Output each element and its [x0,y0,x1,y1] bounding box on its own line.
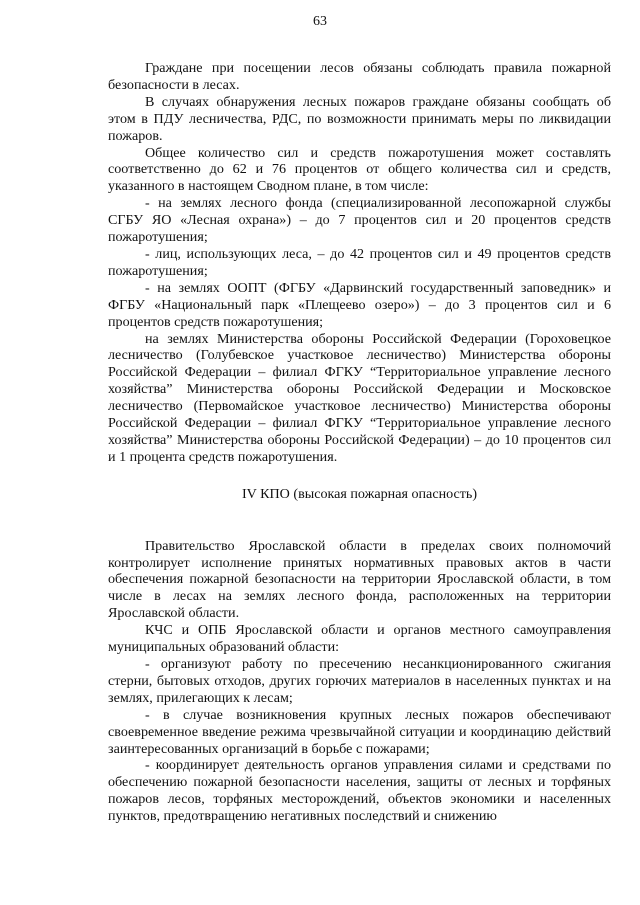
list-item-coordination: - координирует деятельность органов управления силами и средствами по обеспечению пожарной безопасности населения, защиты от лесных и торфяных пожаров лесов, торфяных месторождений, объектов экономики и населенных пунктов, предотвращению негативных последствий и снижению [108,757,611,825]
paragraph-fire-reporting: В случаях обнаружения лесных пожаров граждане обязаны сообщать об этом в ПДУ лесничества, РДС, по возможности принимать меры по ликвидации пожаров. [108,93,611,144]
list-item-protected-areas: - на землях ООПТ (ФГБУ «Дарвинский государственный заповедник» и ФГБУ «Национальный парк «Плещеево озеро») – до 3 процентов сил и 6 процентов средств пожаротушения; [108,279,611,330]
list-item-forest-fund: - на землях лесного фонда (специализированной лесопожарной службы СГБУ ЯО «Лесная охрана») – до 7 процентов сил и 20 процентов средств пожаротушения; [108,195,611,246]
list-item-burning-prevention: - организуют работу по пресечению несанкционированного сжигания стерни, бытовых отходов, других горючих материалов в населенных пунктах и на землях, прилегающих к лесам; [108,656,611,706]
paragraph-forest-rules: Граждане при посещении лесов обязаны соблюдать правила пожарной безопасности в лесах. [108,60,611,93]
section-spacer [108,503,611,538]
paragraph-forces-total: Общее количество сил и средств пожаротушения может составлять соответственно до 62 и 76 процентов от общего количества сил и средств, указанного в настоящем Сводном плане, в том числе: [108,144,611,195]
list-item-emergency-regime: - в случае возникновения крупных лесных пожаров обеспечивают своевременное введение режима чрезвычайной ситуации и координацию действий заинтересованных организаций в борьбе с пожарами; [108,706,611,757]
paragraph-government-control: Правительство Ярославской области в пределах своих полномочий контролирует исполнение принятых нормативных правовых актов в части обеспечения пожарной безопасности на территории Ярославской области, в том числе в лесах на землях лесного фонда, расположенных на территории Ярославской области. [108,537,611,622]
section-heading: IV КПО (высокая пожарная опасность) [241,485,478,502]
paragraph-kchs-opb: КЧС и ОПБ Ярославской области и органов местного самоуправления муниципальных образований области: [108,622,611,656]
list-item-forest-users: - лиц, использующих леса, – до 42 процентов сил и 49 процентов средств пожаротушения; [108,245,611,279]
document-body [108,60,611,825]
page-number: 63 [313,14,327,29]
list-item-defense-ministry: на землях Министерства обороны Российской Федерации (Гороховецкое лесничество (Голубевское участковое лесничество) Министерства обороны Российской Федерации – филиал ФГКУ “Территориальное управление лесного хозяйства” Министерства обороны Российской Федерации и Московское лесничество (Первомайское участковое лесничество) Министерства обороны Российской Федерации – филиал ФГКУ “Территориальное управление лесного хозяйства” Министерства обороны Российской Федерации) – до 10 процентов сил и 1 процента средств пожаротушения. [108,330,611,465]
